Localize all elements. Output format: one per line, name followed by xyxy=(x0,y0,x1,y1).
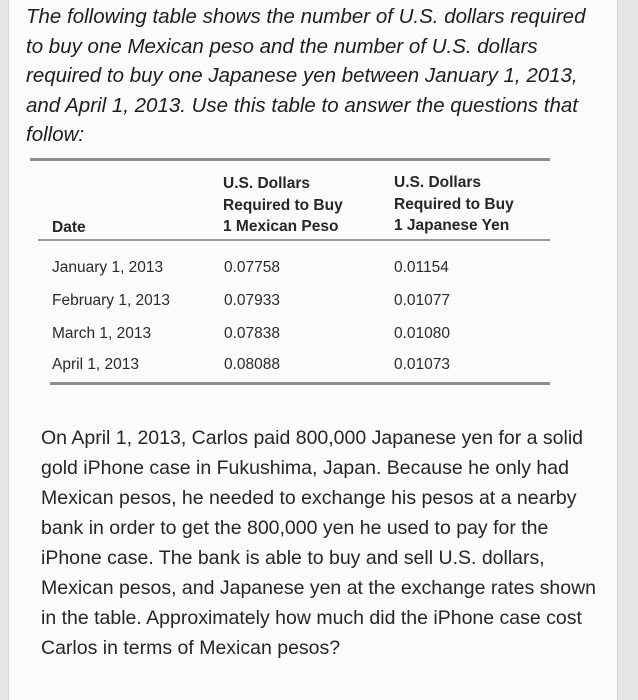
cell-yen-rate: 0.01080 xyxy=(394,325,451,342)
question-paragraph: On April 1, 2013, Carlos paid 800,000 Japanese yen for a solid gold iPhone case in Fukushima, Japan. Because he only had Mexican pesos, he needed to exchange his pesos at a nearby bank in order to get the 800,000 yen he used to pay for the iPhone case. The bank is able to buy and sell U.S. dollars, Mexican pesos, and Japanese yen at the exchange rates shown in the table. Approximately how much did the iPhone case cost Carlos in terms of Mexican pesos? xyxy=(41,427,597,659)
cell-peso-rate: 0.07933 xyxy=(224,292,281,309)
cell-yen-rate: 0.01154 xyxy=(394,259,449,276)
header-peso-line: 1 Mexican Peso xyxy=(223,218,339,235)
cell-peso-rate: 0.07758 xyxy=(224,259,281,276)
table-header-rule xyxy=(38,239,550,241)
table-row xyxy=(30,259,550,283)
cell-date: February 1, 2013 xyxy=(52,292,171,309)
cell-peso-rate: 0.07838 xyxy=(224,325,281,342)
header-yen-line: 1 Japanese Yen xyxy=(394,217,510,234)
header-peso-line: Required to Buy xyxy=(223,196,343,214)
header-peso xyxy=(223,173,343,238)
cell-yen-rate: 0.01073 xyxy=(394,356,451,373)
cell-date: April 1, 2013 xyxy=(52,356,140,373)
table-row xyxy=(30,292,550,316)
table-row xyxy=(30,325,550,349)
table-row xyxy=(30,356,550,380)
cell-date: January 1, 2013 xyxy=(52,259,164,276)
cell-date: March 1, 2013 xyxy=(52,325,152,342)
cell-yen-rate: 0.01077 xyxy=(394,292,451,309)
header-yen-line: U.S. Dollars xyxy=(394,174,481,191)
header-date: Date xyxy=(52,219,86,236)
header-yen xyxy=(394,172,514,237)
table-top-rule xyxy=(30,158,550,161)
table-bottom-rule xyxy=(50,382,550,385)
header-peso-line: U.S. Dollars xyxy=(223,175,310,192)
header-yen-line: Required to Buy xyxy=(394,195,514,213)
cell-peso-rate: 0.08088 xyxy=(224,356,281,373)
intro-paragraph: The following table shows the number of U.S. dollars required to buy one Mexican peso and the number of U.S. dollars required to buy one Japanese yen between January 1, 2013, and April 1, 2013. Use this table to answer the questions that follow: xyxy=(26,5,586,146)
